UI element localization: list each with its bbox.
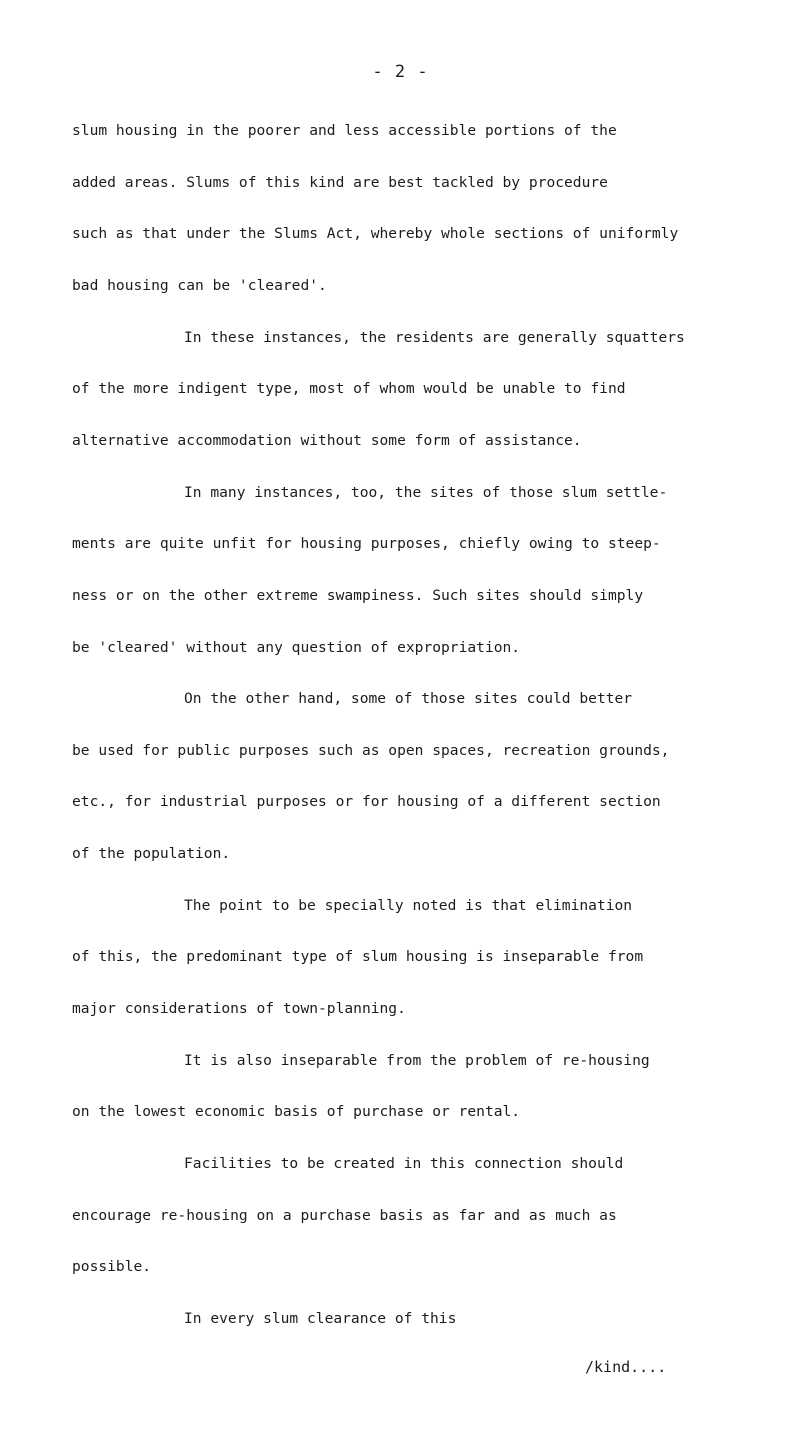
text-line: encourage re-housing on a purchase basis as far and as much as xyxy=(72,1207,617,1224)
continuation-note: /kind.... xyxy=(585,1358,667,1376)
text-line: be used for public purposes such as open spaces, recreation grounds, xyxy=(72,742,670,759)
text-line: On the other hand, some of those sites could better xyxy=(184,690,633,707)
text-line: added areas. Slums of this kind are best tackled by procedure xyxy=(72,174,608,191)
text-line: The point to be specially noted is that elimination xyxy=(184,897,633,914)
text-line: of the population. xyxy=(72,845,231,862)
text-line: In these instances, the residents are generally squatters xyxy=(184,329,685,346)
text-line: slum housing in the poorer and less accessible portions of the xyxy=(72,122,617,139)
text-line: It is also inseparable from the problem of re-housing xyxy=(184,1052,650,1069)
text-line: bad housing can be 'cleared'. xyxy=(72,277,327,294)
text-line: ness or on the other extreme swampiness. Such sites should simply xyxy=(72,587,644,604)
text-line: on the lowest economic basis of purchase or rental. xyxy=(72,1103,521,1120)
text-line: In many instances, too, the sites of those slum settle- xyxy=(184,484,668,501)
text-line: possible. xyxy=(72,1258,152,1275)
text-line: of this, the predominant type of slum housing is inseparable from xyxy=(72,948,644,965)
text-line: major considerations of town-planning. xyxy=(72,1000,406,1017)
text-line: Facilities to be created in this connection should xyxy=(184,1155,624,1172)
text-line: alternative accommodation without some form of assistance. xyxy=(72,432,582,449)
text-line: In every slum clearance of this xyxy=(184,1310,457,1327)
text-line: etc., for industrial purposes or for housing of a different section xyxy=(72,793,661,810)
text-line: be 'cleared' without any question of expropriation. xyxy=(72,639,521,656)
text-line: such as that under the Slums Act, whereby whole sections of uniformly xyxy=(72,225,679,242)
page-number: - 2 - xyxy=(372,62,429,82)
text-line: ments are quite unfit for housing purposes, chiefly owing to steep- xyxy=(72,535,661,552)
text-line: of the more indigent type, most of whom would be unable to find xyxy=(72,380,626,397)
